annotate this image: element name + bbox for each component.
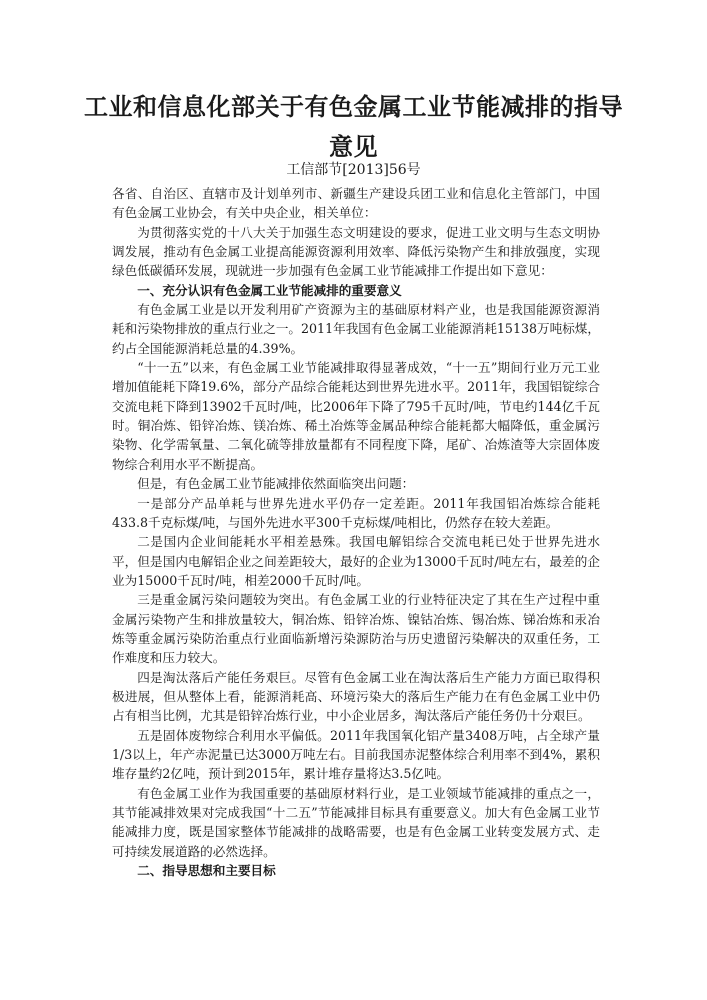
section-1-paragraph: 但是，有色金属工业节能减排依然面临突出问题： [137, 476, 415, 492]
section-1-paragraph: 有色金属工业作为我国重要的基础原材料行业，是工业领域节能减排的重点之一，其节能减排效果对完成我国“十二五”节能减排目标具有重要意义。加大有色金属工业节能减排力度，既是国家整体节能减排的战略需要，也是有色金属工业转变发展方式、走可持续发展道路的必然选择。 [112, 785, 600, 859]
section-1-paragraph: 四是淘汰落后产能任务艰巨。尽管有色金属工业在淘汰落后生产能力方面已取得积极进展，但从整体上看，能源消耗高、环境污染大的落后生产能力在有色金属工业中仍占有相当比例，尤其是铅锌冶炼行业，中小企业居多，淘汰落后产能任务仍十分艰巨。 [112, 669, 600, 724]
section-1-heading: 一、充分认识有色金属工业节能减排的重要意义 [137, 282, 402, 298]
addressee: 各省、自治区、直辖市及计划单列市、新疆生产建设兵团工业和信息化主管部门，中国有色金属工业协会，有关中央企业，相关单位： [112, 186, 600, 221]
section-1-paragraph: 三是重金属污染问题较为突出。有色金属工业的行业特征决定了其在生产过程中重金属污染物产生和排放量较大，铜冶炼、铅锌冶炼、镍钴冶炼、锡冶炼、锑冶炼和汞冶炼等重金属污染防治重点行业面临新增污染源防治与历史遗留污染解决的双重任务，工作难度和压力较大。 [112, 592, 600, 666]
document-number: 工信部节[2013]56号 [286, 162, 421, 178]
section-1-paragraph: “十一五”以来，有色金属工业节能减排取得显著成效，“十一五”期间行业万元工业增加值能耗下降19.6%，部分产品综合能耗达到世界先进水平。2011年，我国铝锭综合交流电耗下降到13902千瓦时/吨，比2006年下降了795千瓦时/吨，节电约144亿千瓦时。铜冶炼、铅锌冶炼、镁冶炼、稀土冶炼等金属品种综合能耗都大幅降低，重金属污染物、化学需氧量、二氧化硫等排放量都有不同程度下降，尾矿、冶炼渣等大宗固体废物综合利用水平不断提高。 [112, 360, 600, 472]
document-title-line-1: 工业和信息化部关于有色金属工业节能减排的指导 [84, 93, 623, 121]
section-1-paragraph: 有色金属工业是以开发利用矿产资源为主的基础原材料产业，也是我国能源资源消耗和污染物排放的重点行业之一。2011年我国有色金属工业能源消耗15138万吨标煤，约占全国能源消耗总量的4.39%。 [112, 302, 600, 356]
section-1-paragraph: 五是固体废物综合利用水平偏低。2011年我国氧化铝产量3408万吨，占全球产量1/3以上，年产赤泥量已达3000万吨左右。目前我国赤泥整体综合利用率不到4%，累积堆存量约2亿吨，预计到2015年，累计堆存量将达3.5亿吨。 [112, 727, 600, 782]
document-body [112, 184, 600, 880]
intro-paragraph: 为贯彻落实党的十八大关于加强生态文明建设的要求，促进工业文明与生态文明协调发展，推动有色金属工业提高能源资源利用效率、降低污染物产生和排放强度，实现绿色低碳循环发展，现就进一步加强有色金属工业节能减排工作提出如下意见： [112, 224, 600, 279]
section-1-paragraph: 二是国内企业间能耗水平相差悬殊。我国电解铝综合交流电耗已处于世界先进水平，但是国内电解铝企业之间差距较大，最好的企业为13000千瓦时/吨左右，最差的企业为15000千瓦时/吨，相差2000千瓦时/吨。 [112, 534, 600, 588]
document-title-line-2: 意见 [329, 133, 378, 161]
section-1-paragraph: 一是部分产品单耗与世界先进水平仍存一定差距。2011年我国铝冶炼综合能耗433.8千克标煤/吨，与国外先进水平300千克标煤/吨相比，仍然存在较大差距。 [112, 495, 600, 530]
section-2-heading: 二、指导思想和主要目标 [137, 863, 276, 879]
